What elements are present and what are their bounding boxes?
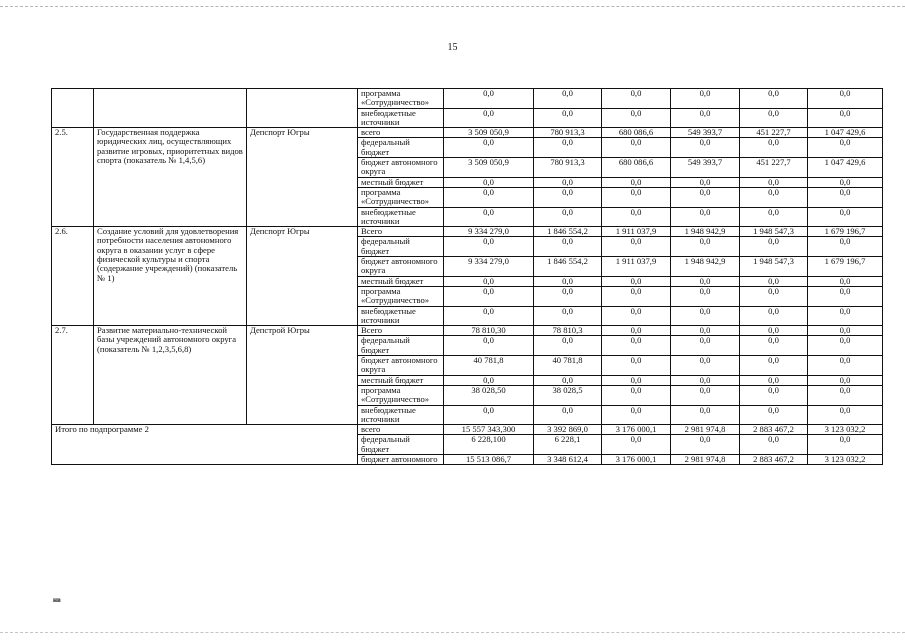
amount-cell: 0,0 bbox=[671, 237, 740, 257]
amount-cell: 0,0 bbox=[671, 207, 740, 227]
amount-cell: 0,0 bbox=[808, 336, 883, 356]
funding-source: программа «Сотрудничество» bbox=[358, 89, 444, 109]
funding-source: программа «Сотрудничество» bbox=[358, 187, 444, 207]
funding-source: бюджет автономного округа bbox=[358, 257, 444, 277]
funding-source: местный бюджет bbox=[358, 177, 444, 187]
amount-cell: 0,0 bbox=[740, 108, 808, 128]
funding-source: Всего bbox=[358, 326, 444, 336]
amount-cell: 0,0 bbox=[602, 336, 671, 356]
amount-cell: 0,0 bbox=[671, 108, 740, 128]
amount-cell: 0,0 bbox=[740, 385, 808, 405]
amount-cell: 0,0 bbox=[671, 177, 740, 187]
amount-cell: 0,0 bbox=[740, 89, 808, 109]
funding-source: бюджет автономного округа bbox=[358, 356, 444, 376]
amount-cell: 78 810,3 bbox=[534, 326, 602, 336]
table-body bbox=[52, 89, 883, 465]
activity-name: Государственная поддержка юридических лиц, осуществляющих развитие игровых, приоритетных видов спорта (показатель № 1,4,5,6) bbox=[94, 128, 247, 227]
amount-cell: 0,0 bbox=[808, 435, 883, 455]
amount-cell: 3 509 050,9 bbox=[444, 128, 534, 138]
amount-cell: 0,0 bbox=[534, 336, 602, 356]
amount-cell: 2 883 467,2 bbox=[740, 425, 808, 435]
funding-source: программа «Сотрудничество» bbox=[358, 385, 444, 405]
amount-cell: 0,0 bbox=[808, 108, 883, 128]
amount-cell: 780 913,3 bbox=[534, 128, 602, 138]
funding-source: всего bbox=[358, 128, 444, 138]
amount-cell: 0,0 bbox=[444, 375, 534, 385]
amount-cell: 0,0 bbox=[808, 177, 883, 187]
amount-cell: 0,0 bbox=[808, 138, 883, 158]
amount-cell: 0,0 bbox=[808, 89, 883, 109]
amount-cell: 38 028,5 bbox=[534, 385, 602, 405]
amount-cell: 0,0 bbox=[602, 89, 671, 109]
amount-cell: 0,0 bbox=[602, 286, 671, 306]
amount-cell: 3 176 000,1 bbox=[602, 425, 671, 435]
row-number: 2.7. bbox=[52, 326, 94, 425]
amount-cell: 1 047 429,6 bbox=[808, 128, 883, 138]
amount-cell: 0,0 bbox=[534, 207, 602, 227]
amount-cell: 0,0 bbox=[671, 385, 740, 405]
total-row bbox=[52, 425, 883, 435]
amount-cell: 3 392 869,0 bbox=[534, 425, 602, 435]
funding-source: федеральный бюджет bbox=[358, 336, 444, 356]
scan-bottom-edge bbox=[0, 632, 905, 633]
amount-cell: 0,0 bbox=[808, 187, 883, 207]
amount-cell: 0,0 bbox=[534, 237, 602, 257]
budget-table bbox=[51, 88, 883, 465]
amount-cell: 3 348 612,4 bbox=[534, 454, 602, 464]
activity-name bbox=[94, 89, 247, 128]
amount-cell: 0,0 bbox=[602, 306, 671, 326]
amount-cell: 1 948 547,3 bbox=[740, 227, 808, 237]
amount-cell: 3 123 032,2 bbox=[808, 454, 883, 464]
amount-cell: 451 227,7 bbox=[740, 158, 808, 178]
amount-cell: 0,0 bbox=[740, 336, 808, 356]
amount-cell: 0,0 bbox=[444, 138, 534, 158]
amount-cell: 0,0 bbox=[444, 108, 534, 128]
responsible-executor: Депспорт Югры bbox=[247, 128, 358, 227]
amount-cell: 0,0 bbox=[602, 326, 671, 336]
amount-cell: 0,0 bbox=[740, 138, 808, 158]
row-number: 2.5. bbox=[52, 128, 94, 227]
amount-cell: 0,0 bbox=[534, 187, 602, 207]
amount-cell: 6 228,1 bbox=[534, 435, 602, 455]
amount-cell: 451 227,7 bbox=[740, 128, 808, 138]
amount-cell: 0,0 bbox=[444, 89, 534, 109]
amount-cell: 1 948 547,3 bbox=[740, 257, 808, 277]
amount-cell: 15 557 343,300 bbox=[444, 425, 534, 435]
responsible-executor bbox=[247, 89, 358, 128]
amount-cell: 0,0 bbox=[602, 435, 671, 455]
amount-cell: 1 047 429,6 bbox=[808, 158, 883, 178]
amount-cell: 0,0 bbox=[740, 306, 808, 326]
amount-cell: 0,0 bbox=[602, 138, 671, 158]
amount-cell: 3 123 032,2 bbox=[808, 425, 883, 435]
amount-cell: 0,0 bbox=[671, 276, 740, 286]
amount-cell: 0,0 bbox=[808, 405, 883, 425]
amount-cell: 40 781,8 bbox=[534, 356, 602, 376]
amount-cell: 1 948 942,9 bbox=[671, 257, 740, 277]
amount-cell: 0,0 bbox=[808, 276, 883, 286]
amount-cell: 0,0 bbox=[602, 375, 671, 385]
amount-cell: 0,0 bbox=[671, 336, 740, 356]
funding-source: программа «Сотрудничество» bbox=[358, 286, 444, 306]
amount-cell: 0,0 bbox=[808, 207, 883, 227]
funding-source: всего bbox=[358, 425, 444, 435]
amount-cell: 2 883 467,2 bbox=[740, 454, 808, 464]
amount-cell: 0,0 bbox=[444, 177, 534, 187]
amount-cell: 0,0 bbox=[740, 237, 808, 257]
amount-cell: 0,0 bbox=[671, 356, 740, 376]
amount-cell: 0,0 bbox=[671, 375, 740, 385]
amount-cell: 0,0 bbox=[602, 177, 671, 187]
funding-source: внебюджетные источники bbox=[358, 108, 444, 128]
amount-cell: 549 393,7 bbox=[671, 128, 740, 138]
amount-cell: 0,0 bbox=[740, 187, 808, 207]
amount-cell: 1 679 196,7 bbox=[808, 227, 883, 237]
amount-cell: 1 846 554,2 bbox=[534, 257, 602, 277]
amount-cell: 0,0 bbox=[740, 405, 808, 425]
amount-cell: 0,0 bbox=[602, 237, 671, 257]
amount-cell: 0,0 bbox=[534, 375, 602, 385]
activity-name: Создание условий для удовлетворения потребности населения автономного округа в оказании услуг в сфере физической культуры и спорта (содержание учреждений) (показатель № 1) bbox=[94, 227, 247, 326]
amount-cell: 9 334 279,0 bbox=[444, 227, 534, 237]
amount-cell: 0,0 bbox=[671, 435, 740, 455]
table-row bbox=[52, 89, 883, 109]
amount-cell: 0,0 bbox=[534, 405, 602, 425]
amount-cell: 0,0 bbox=[602, 187, 671, 207]
row-number bbox=[52, 89, 94, 128]
amount-cell: 0,0 bbox=[602, 405, 671, 425]
amount-cell: 6 228,100 bbox=[444, 435, 534, 455]
table-row bbox=[52, 326, 883, 336]
amount-cell: 0,0 bbox=[534, 286, 602, 306]
amount-cell: 0,0 bbox=[671, 405, 740, 425]
amount-cell: 0,0 bbox=[534, 138, 602, 158]
amount-cell: 1 679 196,7 bbox=[808, 257, 883, 277]
amount-cell: 0,0 bbox=[444, 237, 534, 257]
amount-cell: 0,0 bbox=[740, 276, 808, 286]
amount-cell: 0,0 bbox=[444, 276, 534, 286]
amount-cell: 0,0 bbox=[671, 89, 740, 109]
row-number: 2.6. bbox=[52, 227, 94, 326]
funding-source: внебюджетные источники bbox=[358, 306, 444, 326]
amount-cell: 0,0 bbox=[808, 375, 883, 385]
amount-cell: 680 086,6 bbox=[602, 128, 671, 138]
amount-cell: 0,0 bbox=[671, 138, 740, 158]
amount-cell: 0,0 bbox=[740, 375, 808, 385]
amount-cell: 0,0 bbox=[602, 356, 671, 376]
responsible-executor: Депстрой Югры bbox=[247, 326, 358, 425]
amount-cell: 1 911 037,9 bbox=[602, 257, 671, 277]
amount-cell: 0,0 bbox=[740, 435, 808, 455]
amount-cell: 0,0 bbox=[444, 336, 534, 356]
amount-cell: 0,0 bbox=[444, 286, 534, 306]
footer-mark: нв bbox=[53, 596, 61, 604]
amount-cell: 1 948 942,9 bbox=[671, 227, 740, 237]
amount-cell: 0,0 bbox=[808, 306, 883, 326]
amount-cell: 2 981 974,8 bbox=[671, 454, 740, 464]
table-row bbox=[52, 128, 883, 138]
amount-cell: 0,0 bbox=[602, 108, 671, 128]
amount-cell: 9 334 279,0 bbox=[444, 257, 534, 277]
scan-top-edge bbox=[0, 6, 905, 7]
amount-cell: 0,0 bbox=[740, 356, 808, 376]
funding-source: местный бюджет bbox=[358, 375, 444, 385]
amount-cell: 0,0 bbox=[740, 286, 808, 306]
funding-source: бюджет автономного округа bbox=[358, 158, 444, 178]
amount-cell: 0,0 bbox=[808, 326, 883, 336]
amount-cell: 549 393,7 bbox=[671, 158, 740, 178]
funding-source: местный бюджет bbox=[358, 276, 444, 286]
amount-cell: 3 509 050,9 bbox=[444, 158, 534, 178]
amount-cell: 0,0 bbox=[444, 207, 534, 227]
amount-cell: 0,0 bbox=[534, 306, 602, 326]
amount-cell: 0,0 bbox=[444, 187, 534, 207]
amount-cell: 0,0 bbox=[534, 177, 602, 187]
amount-cell: 0,0 bbox=[534, 89, 602, 109]
amount-cell: 0,0 bbox=[740, 177, 808, 187]
funding-source: внебюджетные источники bbox=[358, 405, 444, 425]
amount-cell: 0,0 bbox=[808, 286, 883, 306]
amount-cell: 0,0 bbox=[808, 237, 883, 257]
amount-cell: 1 911 037,9 bbox=[602, 227, 671, 237]
amount-cell: 38 028,50 bbox=[444, 385, 534, 405]
total-label: Итого по подпрограмме 2 bbox=[52, 425, 358, 465]
responsible-executor: Депспорт Югры bbox=[247, 227, 358, 326]
funding-source: Всего bbox=[358, 227, 444, 237]
amount-cell: 0,0 bbox=[740, 207, 808, 227]
amount-cell: 780 913,3 bbox=[534, 158, 602, 178]
funding-source: федеральный бюджет bbox=[358, 138, 444, 158]
funding-source: бюджет автономного bbox=[358, 454, 444, 464]
amount-cell: 0,0 bbox=[671, 306, 740, 326]
funding-source: внебюджетные источники bbox=[358, 207, 444, 227]
amount-cell: 78 810,30 bbox=[444, 326, 534, 336]
amount-cell: 0,0 bbox=[808, 385, 883, 405]
amount-cell: 0,0 bbox=[671, 286, 740, 306]
amount-cell: 40 781,8 bbox=[444, 356, 534, 376]
page-number: 15 bbox=[447, 42, 458, 53]
funding-source: федеральный бюджет bbox=[358, 435, 444, 455]
amount-cell: 0,0 bbox=[534, 276, 602, 286]
amount-cell: 0,0 bbox=[671, 187, 740, 207]
amount-cell: 0,0 bbox=[671, 326, 740, 336]
amount-cell: 0,0 bbox=[444, 306, 534, 326]
activity-name: Развитие материально-технической базы учреждений автономного округа (показатель № 1,2,3,5,6,8) bbox=[94, 326, 247, 425]
amount-cell: 0,0 bbox=[740, 326, 808, 336]
amount-cell: 1 846 554,2 bbox=[534, 227, 602, 237]
amount-cell: 15 513 086,7 bbox=[444, 454, 534, 464]
funding-source: федеральный бюджет bbox=[358, 237, 444, 257]
table-row bbox=[52, 227, 883, 237]
amount-cell: 0,0 bbox=[534, 108, 602, 128]
amount-cell: 0,0 bbox=[602, 276, 671, 286]
amount-cell: 680 086,6 bbox=[602, 158, 671, 178]
amount-cell: 0,0 bbox=[602, 385, 671, 405]
amount-cell: 0,0 bbox=[444, 405, 534, 425]
amount-cell: 3 176 000,1 bbox=[602, 454, 671, 464]
amount-cell: 2 981 974,8 bbox=[671, 425, 740, 435]
amount-cell: 0,0 bbox=[808, 356, 883, 376]
amount-cell: 0,0 bbox=[602, 207, 671, 227]
